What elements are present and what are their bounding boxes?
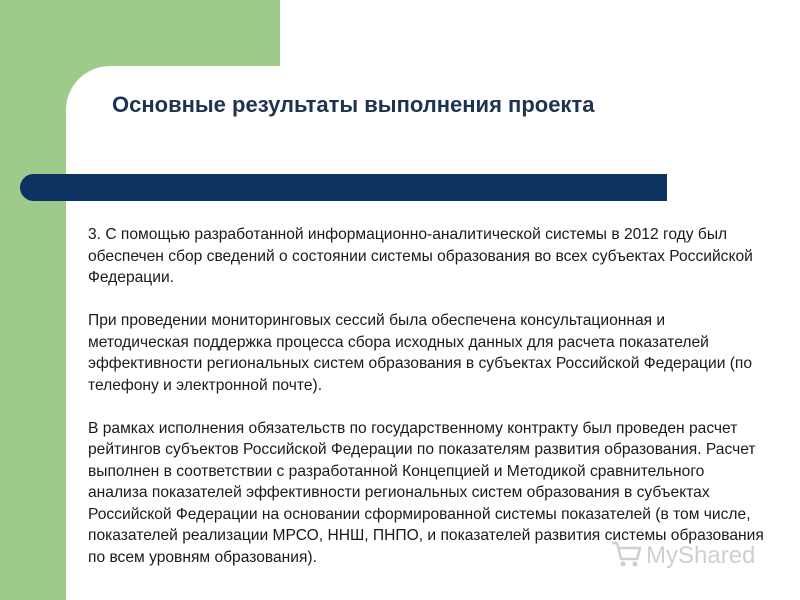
paragraph-2: При проведении мониторинговых сессий была обеспечена консультационная и методическая поддержка процесса сбора исходных данных для расчета показателей эффективности региональных систем образования в субъектах Российской Федерации (по телефону и электронной почте).: [88, 312, 753, 394]
paragraph-3: В рамках исполнения обязательств по государственному контракту был проведен расчет рейтингов субъектов Российской Федерации по показателям развития образования. Расчет выполнен в соответствии с разработанной Концепцией и Методикой сравнительного анализа показателей эффективности региональных систем образования в субъектах Российской Федерации на основании сформированной системы показателей (в том числе, показателей реализации МРСО, ННШ, ПНПО, и показателей развития системы образования по всем уровням образования).: [88, 419, 764, 566]
watermark-text: MyShared: [646, 542, 756, 569]
slide-body: [88, 224, 768, 568]
title-divider-bar: [20, 174, 667, 201]
slide-title: Основные результаты выполнения проекта: [112, 92, 595, 117]
paragraph-1: 3. С помощью разработанной информационно-аналитической системы в 2012 году был обеспечен сбор сведений о состоянии системы образования во всех субъектах Российской Федерации.: [88, 226, 753, 286]
